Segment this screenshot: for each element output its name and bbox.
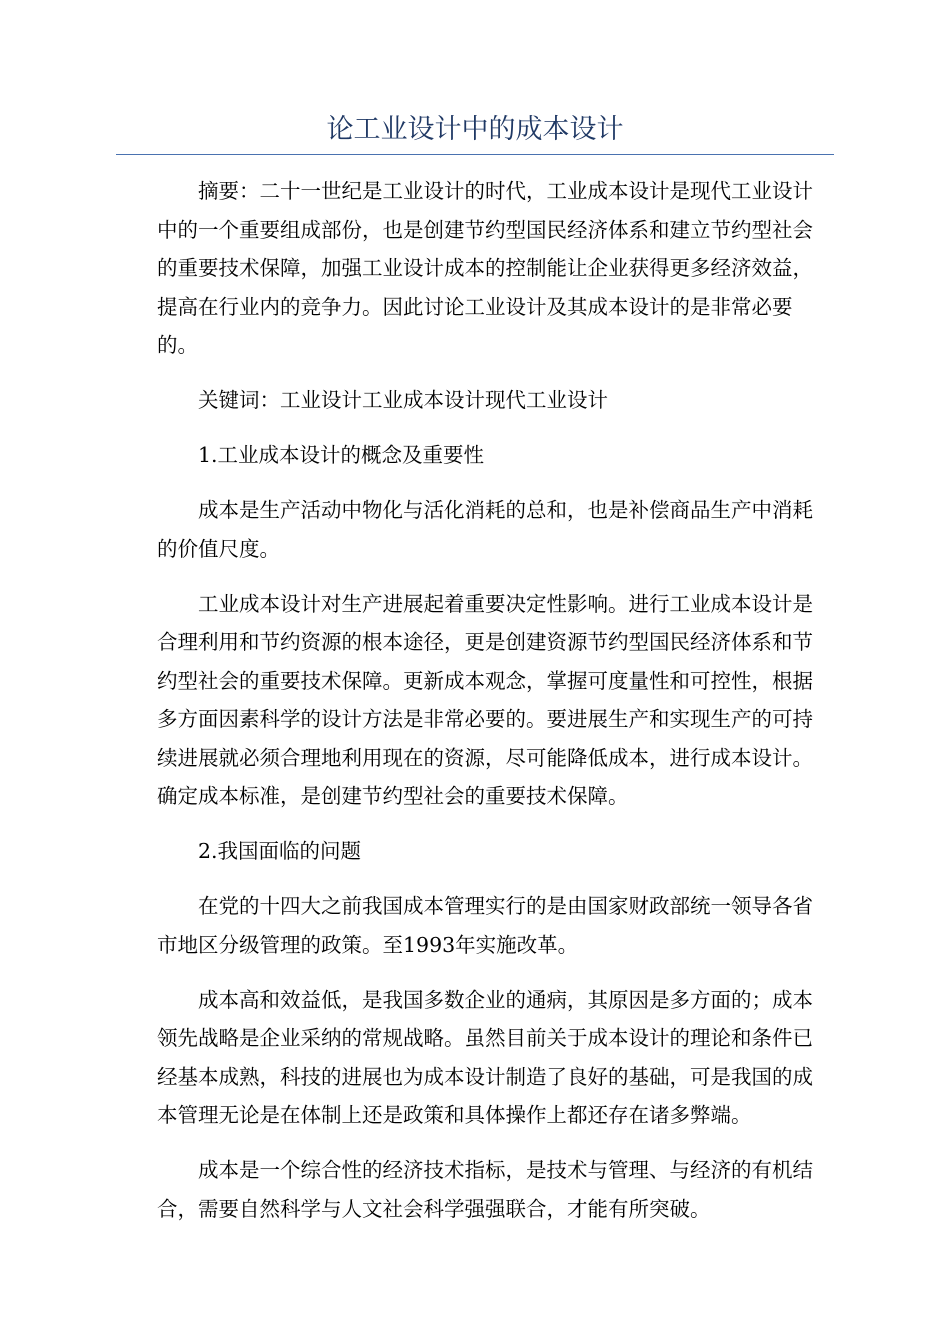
- text-line: 的价值尺度。: [157, 536, 280, 561]
- text-line: 提高在行业内的竞争力。因此讨论工业设计及其成本设计的是非常必要: [157, 294, 793, 319]
- body-paragraph: [116, 981, 834, 1135]
- body-paragraph: [116, 887, 834, 964]
- text-line: 续进展就必须合理地利用现在的资源，尽可能降低成本，进行成本设计。: [157, 745, 813, 770]
- text-line: 经基本成熟，科技的进展也为成本设计制造了良好的基础，可是我国的成: [157, 1064, 813, 1089]
- body-paragraph: [116, 491, 834, 568]
- text-line: 合，需要自然科学与人文社会科学强强联合，才能有所突破。: [157, 1196, 711, 1221]
- text-line: 成本高和效益低，是我国多数企业的通病，其原因是多方面的；成本: [198, 987, 813, 1012]
- text-line: 成本是生产活动中物化与活化消耗的总和，也是补偿商品生产中消耗: [198, 498, 813, 522]
- title-underline: [116, 154, 834, 155]
- text-line: 在党的十四大之前我国成本管理实行的是由国家财政部统一领导各省: [198, 894, 813, 918]
- text-line: 的重要技术保障，加强工业设计成本的控制能让企业获得更多经济效益，: [157, 256, 813, 280]
- text-line: 2.我国面临的问题: [198, 839, 362, 863]
- section-heading-2: [116, 832, 834, 871]
- text-line: 成本是一个综合性的经济技术指标，是技术与管理、与经济的有机结: [198, 1158, 813, 1182]
- section-heading-1: [116, 436, 834, 475]
- document-body: [116, 172, 834, 1245]
- document-title: 论工业设计中的成本设计: [326, 114, 624, 145]
- text-line: 多方面因素科学的设计方法是非常必要的。要进展生产和实现生产的可持: [157, 707, 813, 731]
- text-line: 摘要：二十一世纪是工业设计的时代，工业成本设计是现代工业设计: [198, 179, 813, 203]
- abstract-paragraph: [116, 172, 834, 365]
- text-line: 关键词：工业设计工业成本设计现代工业设计: [198, 388, 608, 412]
- body-paragraph: [116, 585, 834, 816]
- text-line: 领先战略是企业采纳的常规战略。虽然目前关于成本设计的理论和条件已: [157, 1026, 813, 1050]
- text-line: 市地区分级管理的政策。至1993年实施改革。: [157, 932, 579, 957]
- text-line: 工业成本设计对生产进展起着重要决定性影响。进行工业成本设计是: [198, 591, 813, 616]
- text-line: 中的一个重要组成部份，也是创建节约型国民经济体系和建立节约型社会: [157, 217, 813, 242]
- text-line: 约型社会的重要技术保障。更新成本观念，掌握可度量性和可控性，根据: [157, 668, 813, 693]
- text-line: 1.工业成本设计的概念及重要性: [198, 443, 485, 467]
- text-line: 确定成本标准，是创建节约型社会的重要技术保障。: [157, 784, 629, 808]
- text-line: 合理利用和节约资源的根本途径，更是创建资源节约型国民经济体系和节: [157, 630, 813, 654]
- keywords-paragraph: [116, 381, 834, 420]
- body-paragraph: [116, 1151, 834, 1228]
- text-line: 本管理无论是在体制上还是政策和具体操作上都还存在诸多弊端。: [157, 1103, 752, 1127]
- text-line: 的。: [157, 333, 198, 357]
